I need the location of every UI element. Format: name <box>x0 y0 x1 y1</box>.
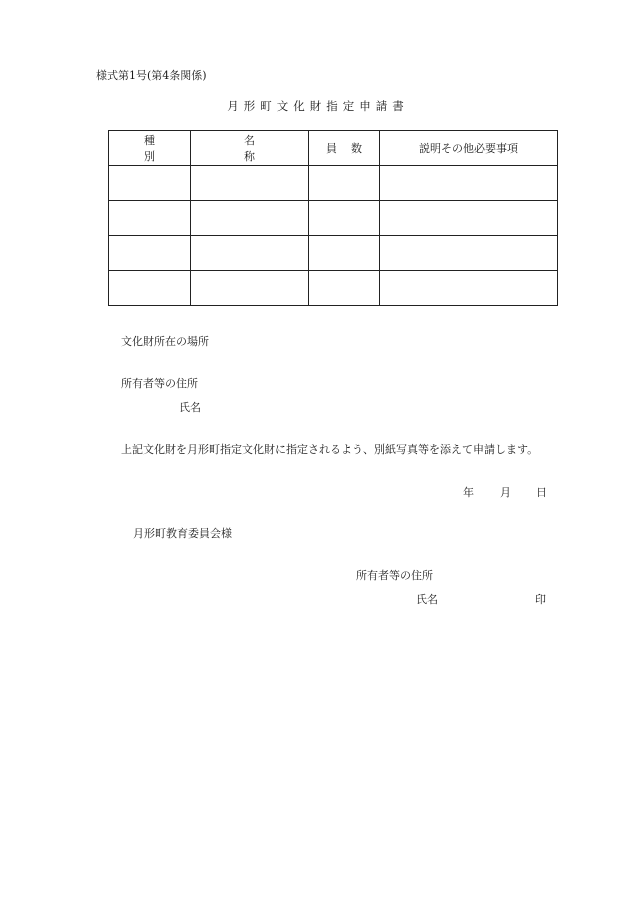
cell-name[interactable] <box>191 201 309 236</box>
date-day-label: 日 <box>536 486 547 499</box>
location-label: 文化財所在の場所 <box>121 335 209 348</box>
header-description: 説明その他必要事項 <box>380 131 558 166</box>
applicant-name-label: 氏名 <box>416 593 438 606</box>
cell-count[interactable] <box>309 236 380 271</box>
cell-type[interactable] <box>109 236 191 271</box>
cell-name[interactable] <box>191 236 309 271</box>
cultural-property-table <box>108 130 558 306</box>
cell-description[interactable] <box>380 271 558 306</box>
cell-name[interactable] <box>191 166 309 201</box>
date-month-label: 月 <box>500 486 511 499</box>
table-row <box>109 236 558 271</box>
table-row <box>109 201 558 236</box>
cell-count[interactable] <box>309 271 380 306</box>
addressee: 月形町教育委員会様 <box>133 527 232 540</box>
seal-mark: 印 <box>535 593 546 606</box>
document-title: 月形町文化財指定申請書 <box>227 99 409 113</box>
header-name: 名称 <box>191 131 309 166</box>
applicant-address-label: 所有者等の住所 <box>356 569 433 582</box>
cell-description[interactable] <box>380 201 558 236</box>
cell-count[interactable] <box>309 201 380 236</box>
cell-description[interactable] <box>380 166 558 201</box>
owner-address-label: 所有者等の住所 <box>121 377 198 390</box>
cell-description[interactable] <box>380 236 558 271</box>
table-row <box>109 166 558 201</box>
date-year-label: 年 <box>463 486 474 499</box>
header-type: 種別 <box>109 131 191 166</box>
application-statement: 上記文化財を月形町指定文化財に指定されるよう、別紙写真等を添えて申請します。 <box>121 443 539 456</box>
table-header-row <box>109 131 558 166</box>
table-row <box>109 271 558 306</box>
cell-type[interactable] <box>109 271 191 306</box>
cell-type[interactable] <box>109 166 191 201</box>
owner-name-label: 氏名 <box>179 401 201 414</box>
cell-count[interactable] <box>309 166 380 201</box>
header-count: 員数 <box>309 131 380 166</box>
cell-type[interactable] <box>109 201 191 236</box>
cell-name[interactable] <box>191 271 309 306</box>
form-number: 様式第1号(第4条関係) <box>96 69 207 82</box>
